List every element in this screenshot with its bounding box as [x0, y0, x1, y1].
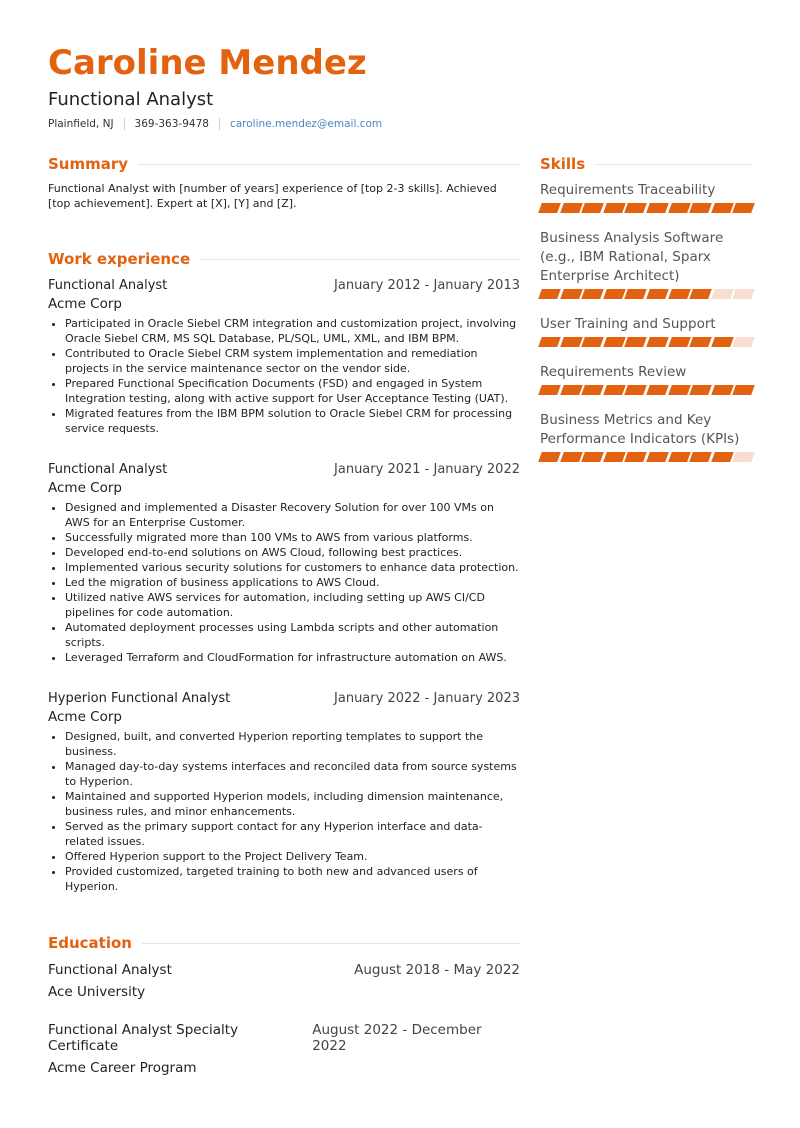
section-rule — [595, 164, 753, 165]
job-header — [48, 462, 520, 477]
skill-segment-filled — [625, 337, 647, 347]
skill-segment-filled — [689, 452, 711, 462]
skill-segment-filled — [625, 289, 647, 299]
education-header — [48, 962, 520, 978]
skill-segment-filled — [689, 289, 711, 299]
skill-name: Requirements Review — [540, 364, 687, 380]
section-rule — [142, 943, 520, 944]
skill-segment-filled — [603, 203, 625, 213]
skills-heading — [540, 153, 753, 175]
skill-item — [540, 181, 753, 213]
skill-segment-filled — [711, 203, 733, 213]
degree: Functional Analyst Specialty Certificate — [48, 1022, 239, 1054]
skill-segment-filled — [711, 452, 733, 462]
skill-segment-filled — [560, 452, 582, 462]
skill-level-bar — [540, 337, 753, 347]
skill-segment-filled — [560, 385, 582, 395]
job-entry — [48, 278, 520, 436]
sidebar-column — [540, 153, 753, 478]
skill-segment-filled — [668, 385, 690, 395]
skill-segment-filled — [625, 385, 647, 395]
skill-level-bar — [540, 203, 753, 213]
skill-segment-filled — [668, 452, 690, 462]
skill-segment-filled — [581, 203, 603, 213]
skill-segment-filled — [646, 385, 668, 395]
job-company: Acme Corp — [48, 296, 122, 312]
job-dates: January 2021 - January 2022 — [334, 462, 520, 477]
skill-segment-filled — [689, 385, 711, 395]
skill-segment-empty — [733, 289, 755, 299]
bullet-item: • Contributed to Oracle Siebel CRM system implementation and remediation projects in the service maintenance sector on the vendor side. — [65, 346, 520, 376]
skill-level-bar — [540, 385, 753, 395]
bullet-item: • Developed end-to-end solutions on AWS Cloud, following best practices. — [65, 545, 520, 560]
degree: Functional Analyst — [48, 962, 172, 978]
bullet-item: • Participated in Oracle Siebel CRM integration and customization project, involving Oracle Siebel CRM, MS SQL Database, PL/SQL, UML, XML, and IBM BPM. — [65, 316, 520, 346]
section-rule — [138, 164, 520, 165]
education-entry — [48, 962, 520, 1000]
resume-header — [48, 40, 758, 130]
skill-level-bar — [540, 452, 753, 462]
section-title: Summary — [48, 155, 129, 173]
job-dates: January 2022 - January 2023 — [334, 691, 520, 706]
skill-segment-filled — [733, 203, 755, 213]
skill-segment-filled — [538, 337, 560, 347]
skill-segment-filled — [689, 203, 711, 213]
skill-segment-filled — [581, 289, 603, 299]
skill-segment-filled — [625, 203, 647, 213]
bullet-item: • Offered Hyperion support to the Project Delivery Team. — [65, 849, 520, 864]
contact-line — [48, 118, 758, 130]
skill-segment-filled — [581, 337, 603, 347]
bullet-item: • Successfully migrated more than 100 VMs to AWS from various platforms. — [65, 530, 520, 545]
job-title: Hyperion Functional Analyst — [48, 691, 231, 706]
job-title: Functional Analyst — [48, 462, 168, 477]
skill-segment-filled — [581, 452, 603, 462]
section-rule — [200, 259, 520, 260]
bullet-item: • Implemented various security solutions for customers to enhance data protection. — [65, 560, 520, 575]
skill-segment-filled — [625, 452, 647, 462]
skill-segment-empty — [733, 337, 755, 347]
bullet-item: • Served as the primary support contact for any Hyperion interface and data-related issues. — [65, 819, 520, 849]
education-dates: August 2022 - December 2022 — [312, 1022, 482, 1054]
skill-segment-filled — [538, 203, 560, 213]
job-bullets — [48, 500, 520, 665]
bullet-item: • Designed, built, and converted Hyperion reporting templates to support the business. — [65, 729, 520, 759]
skill-segment-filled — [538, 452, 560, 462]
skill-level-bar — [540, 289, 753, 299]
skill-segment-empty — [711, 289, 733, 299]
bullet-item: • Prepared Functional Specification Documents (FSD) and engaged in System Integration testing, along with active support for User Acceptance Testing (UAT). — [65, 376, 520, 406]
skill-segment-filled — [560, 337, 582, 347]
skill-segment-filled — [581, 385, 603, 395]
email-link[interactable]: caroline.mendez@email.com — [229, 118, 383, 130]
skill-name: Requirements Traceability — [540, 182, 716, 198]
skill-segment-filled — [646, 289, 668, 299]
section-title: Education — [48, 934, 132, 952]
skill-item — [540, 411, 753, 462]
skill-item — [540, 229, 753, 299]
skill-segment-filled — [560, 289, 582, 299]
skill-name: Business Analysis Software (e.g., IBM Rational, Sparx Enterprise Architect) — [540, 230, 724, 284]
skill-segment-filled — [733, 385, 755, 395]
summary-heading — [48, 153, 520, 175]
school: Ace University — [48, 984, 146, 1000]
skill-item — [540, 315, 753, 347]
bullet-item: • Utilized native AWS services for automation, including setting up AWS CI/CD pipelines for code automation. — [65, 590, 520, 620]
school: Acme Career Program — [48, 1060, 197, 1076]
main-column — [48, 153, 520, 1076]
skills-list — [540, 181, 753, 462]
skill-segment-filled — [603, 337, 625, 347]
skill-segment-filled — [668, 203, 690, 213]
bullet-item: • Migrated features from the IBM BPM solution to Oracle Siebel CRM for processing service requests. — [65, 406, 520, 436]
section-title: Skills — [540, 155, 586, 173]
skill-segment-filled — [646, 452, 668, 462]
bullet-item: • Leveraged Terraform and CloudFormation for infrastructure automation on AWS. — [65, 650, 520, 665]
bullet-item: • Provided customized, targeted training to both new and advanced users of Hyperion. — [65, 864, 520, 894]
candidate-name: Caroline Mendez — [48, 43, 367, 83]
education-heading — [48, 932, 520, 954]
education-entry — [48, 1022, 520, 1076]
skill-segment-filled — [603, 452, 625, 462]
divider — [124, 118, 125, 130]
skill-segment-filled — [711, 337, 733, 347]
skill-segment-filled — [560, 203, 582, 213]
skill-segment-filled — [646, 337, 668, 347]
education-dates: August 2018 - May 2022 — [354, 962, 520, 978]
candidate-title: Functional Analyst — [48, 89, 214, 110]
skill-segment-filled — [668, 337, 690, 347]
job-header — [48, 278, 520, 293]
job-entry — [48, 462, 520, 665]
skill-segment-filled — [689, 337, 711, 347]
skill-segment-filled — [538, 385, 560, 395]
job-company: Acme Corp — [48, 480, 122, 496]
section-title: Work experience — [48, 250, 191, 268]
skill-segment-filled — [603, 289, 625, 299]
bullet-item: • Designed and implemented a Disaster Recovery Solution for over 100 VMs on AWS for an Enterprise Customer. — [65, 500, 520, 530]
skill-segment-empty — [733, 452, 755, 462]
education-header — [48, 1022, 520, 1054]
skill-item — [540, 363, 753, 395]
skill-segment-filled — [668, 289, 690, 299]
skill-segment-filled — [646, 203, 668, 213]
job-company: Acme Corp — [48, 709, 122, 725]
skill-name: Business Metrics and Key Performance Indicators (KPIs) — [540, 412, 740, 447]
skill-segment-filled — [538, 289, 560, 299]
divider — [219, 118, 220, 130]
skill-segment-filled — [603, 385, 625, 395]
bullet-item: • Managed day-to-day systems interfaces and reconciled data from source systems to Hyperion. — [65, 759, 520, 789]
job-header — [48, 691, 520, 706]
skill-name: User Training and Support — [540, 316, 716, 332]
job-entry — [48, 691, 520, 894]
phone: 369-363-9478 — [134, 118, 209, 130]
location: Plainfield, NJ — [48, 118, 114, 130]
bullet-item: • Led the migration of business applications to AWS Cloud. — [65, 575, 520, 590]
summary-text: Functional Analyst with [number of years] experience of [top 2-3 skills]. Achieved [top achievement]. Expert at [X], [Y] and [Z]. — [48, 182, 497, 210]
job-title: Functional Analyst — [48, 278, 168, 293]
job-bullets — [48, 316, 520, 436]
work-heading — [48, 248, 520, 270]
bullet-item: • Maintained and supported Hyperion models, including dimension maintenance, business rules, and minor enhancements. — [65, 789, 520, 819]
bullet-item: • Automated deployment processes using Lambda scripts and other automation scripts. — [65, 620, 520, 650]
job-dates: January 2012 - January 2013 — [334, 278, 520, 293]
job-bullets — [48, 729, 520, 894]
skill-segment-filled — [711, 385, 733, 395]
